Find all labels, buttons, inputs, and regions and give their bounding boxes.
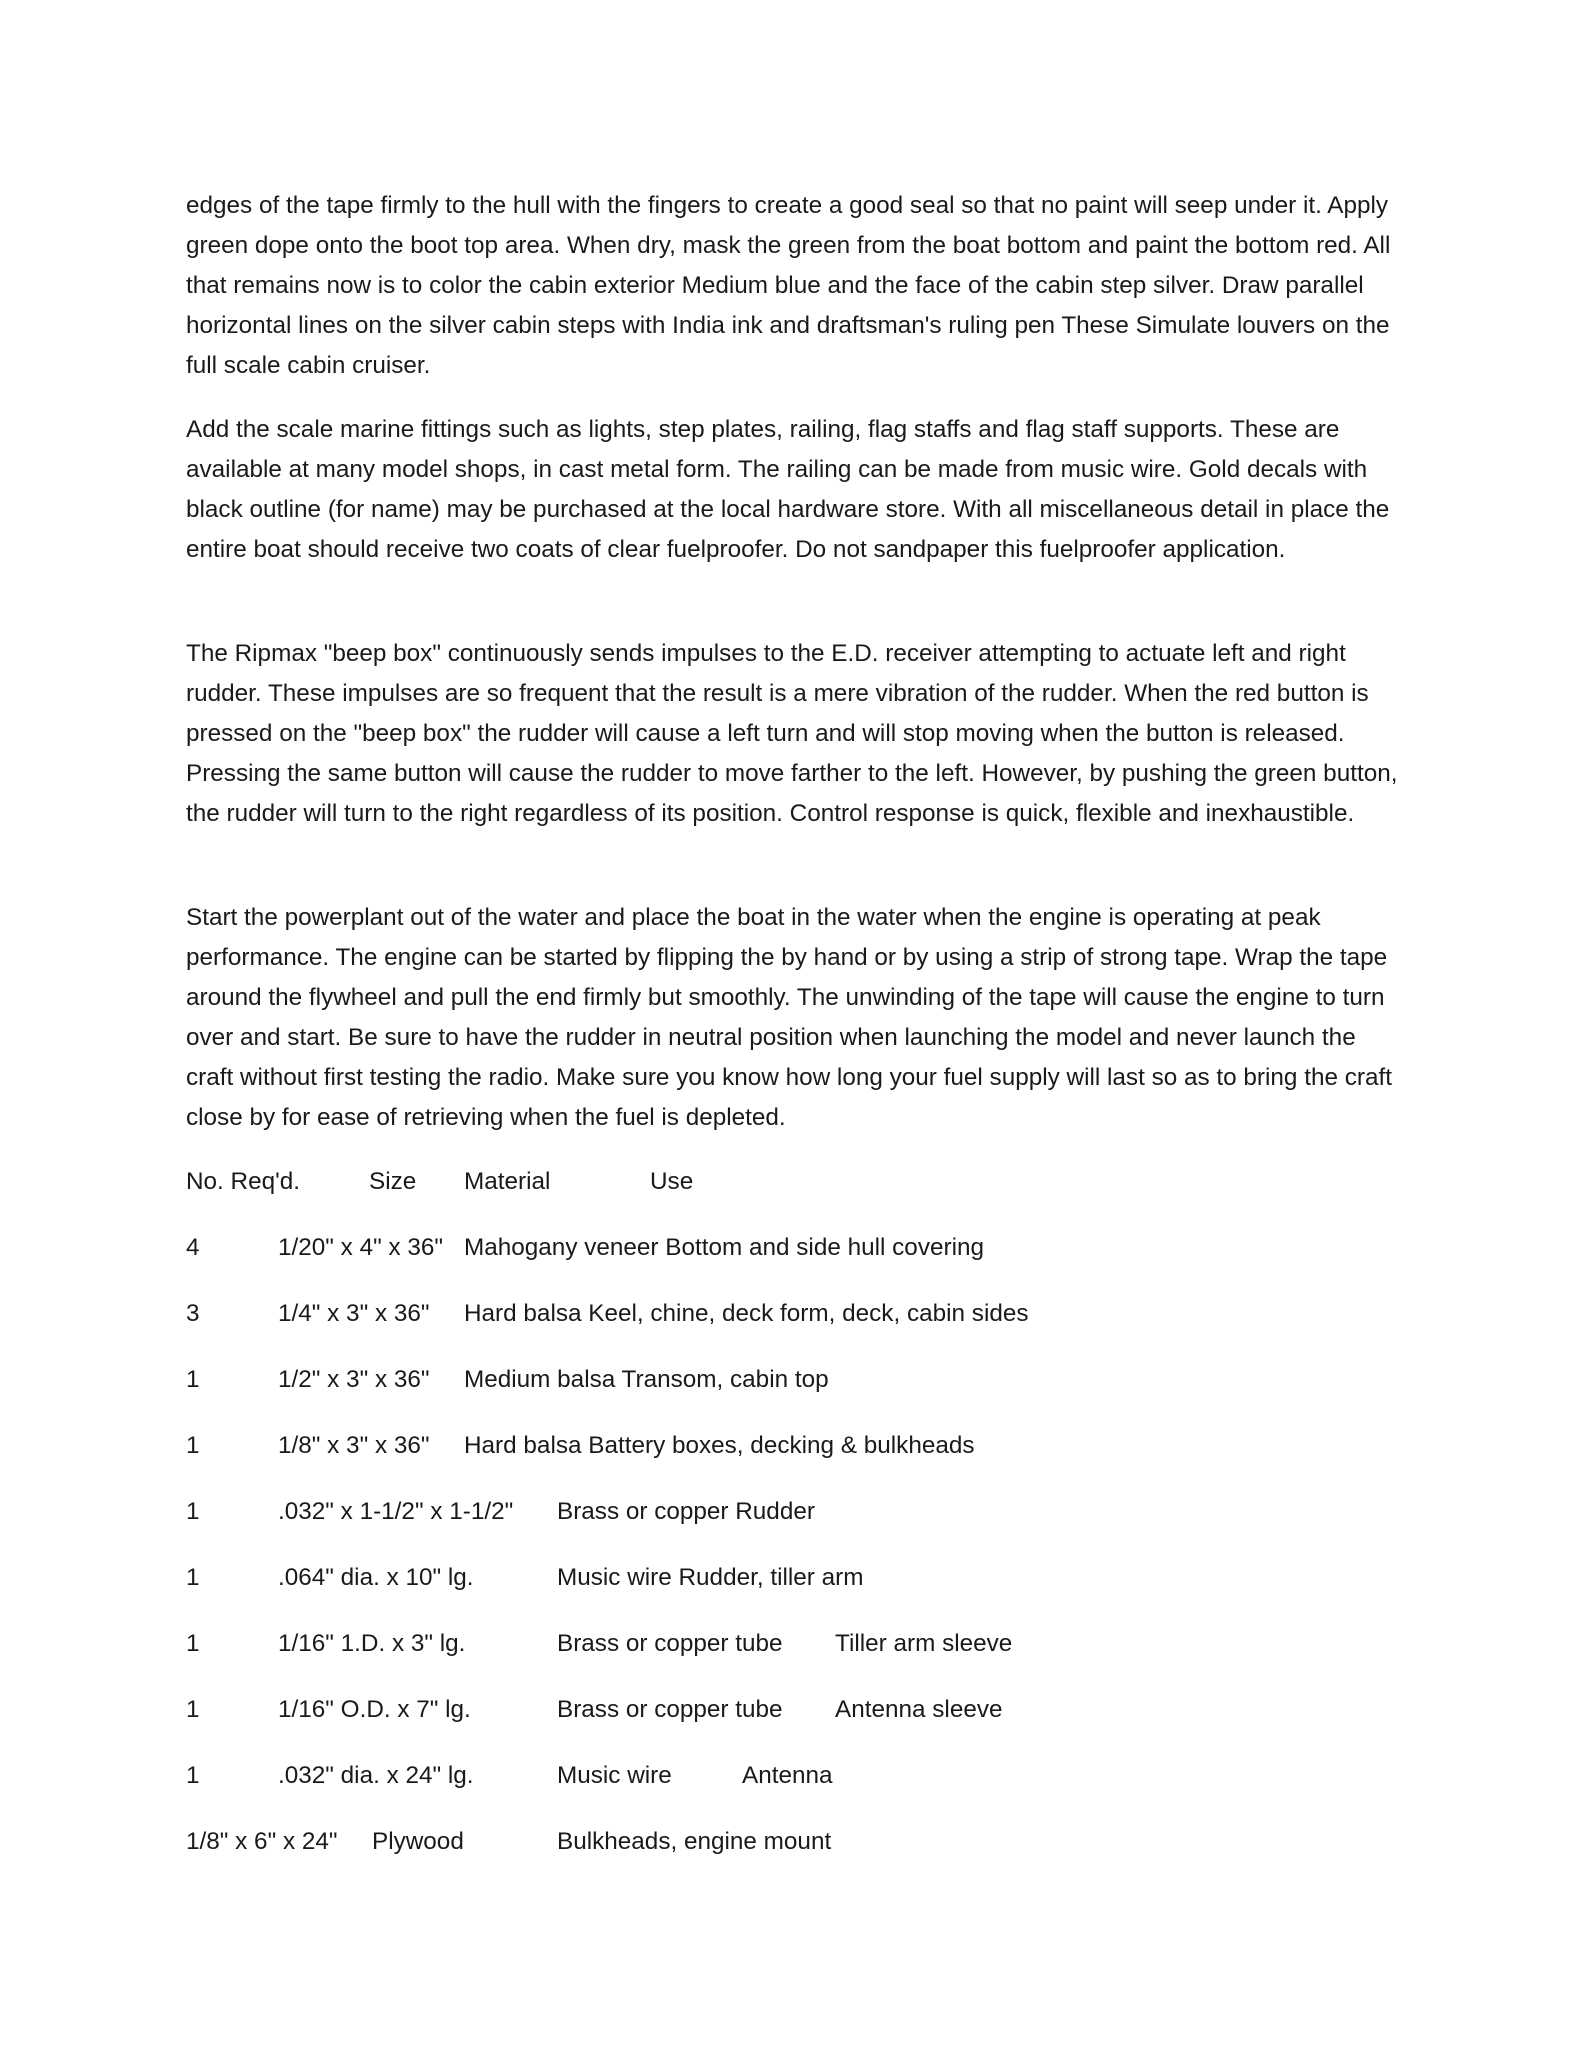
paragraph-beep-box: The Ripmax "beep box" continuously sends impulses to the E.D. receiver attempting to actuate left and right rudder. These impulses are so frequent that the result is a mere vibration of the rudder. When the red button is pressed on the "beep box" the rudder will cause a left turn and will stop moving when the button is released. Pressing the same button will cause the rudder to move farther to the left. However, by pushing the green button, the rudder will turn to the right regardless of its position. Control response is quick, flexible and inexhaustible. bbox=[186, 640, 1398, 827]
row-material: Brass or copper tube bbox=[557, 1696, 783, 1723]
row-size: 1/16" O.D. x 7" lg. bbox=[278, 1696, 471, 1723]
paragraph-fittings: Add the scale marine fittings such as lights, step plates, railing, flag staffs and flag staff supports. These are available at many model shops, in cast metal form. The railing can be made from music wire. Gold decals with black outline (for name) may be purchased at the local hardware store. With all miscellaneous detail in place the entire boat should receive two coats of clear fuelproofer. Do not sandpaper this fuelproofer application. bbox=[186, 416, 1390, 563]
row-qty: 1 bbox=[186, 1564, 200, 1591]
row-use: Tiller arm sleeve bbox=[835, 1630, 1013, 1657]
row-size: 1/2" x 3" x 36" bbox=[278, 1366, 430, 1393]
row-material-use: Mahogany veneer Bottom and side hull covering bbox=[464, 1234, 984, 1261]
header-material: Material bbox=[464, 1168, 551, 1195]
row-size: .064" dia. x 10" lg. bbox=[278, 1564, 474, 1591]
header-size: Size bbox=[369, 1168, 417, 1195]
row-material-use: Music wire Rudder, tiller arm bbox=[557, 1564, 864, 1591]
row-size: 1/4" x 3" x 36" bbox=[278, 1300, 430, 1327]
row-size: 1/8" x 3" x 36" bbox=[278, 1432, 430, 1459]
header-qty: No. Req'd. bbox=[186, 1168, 301, 1195]
row-material: Brass or copper tube bbox=[557, 1630, 783, 1657]
row-use: Bulkheads, engine mount bbox=[557, 1828, 832, 1855]
paragraph-painting: edges of the tape firmly to the hull with the fingers to create a good seal so that no paint will seep under it. Apply green dope onto the boot top area. When dry, mask the green from the boat bottom and paint the bottom red. All that remains now is to color the cabin exterior Medium blue and the face of the cabin step silver. Draw parallel horizontal lines on the silver cabin steps with India ink and draftsman's ruling pen These Simulate louvers on the full scale cabin cruiser. bbox=[186, 192, 1391, 379]
row-qty: 1 bbox=[186, 1762, 200, 1789]
row-material: Music wire bbox=[557, 1762, 672, 1789]
row-material-use: Brass or copper Rudder bbox=[557, 1498, 815, 1525]
row-use: Antenna bbox=[742, 1762, 833, 1789]
row-size: .032" x 1-1/2" x 1-1/2" bbox=[278, 1498, 514, 1525]
paragraph-launch: Start the powerplant out of the water and place the boat in the water when the engine is operating at peak performance. The engine can be started by flipping the by hand or by using a strip of strong tape. Wrap the tape around the flywheel and pull the end firmly but smoothly. The unwinding of the tape will cause the engine to turn over and start. Be sure to have the rudder in neutral position when launching the model and never launch the craft without first testing the radio. Make sure you know how long your fuel supply will last so as to bring the craft close by for ease of retrieving when the fuel is depleted. bbox=[186, 904, 1392, 1131]
row-size: 1/20" x 4" x 36" bbox=[278, 1234, 444, 1261]
row-qty: 4 bbox=[186, 1234, 200, 1261]
row-qty: 1 bbox=[186, 1432, 200, 1459]
row-material-use: Hard balsa Battery boxes, decking & bulkheads bbox=[464, 1432, 975, 1459]
row-qty: 1 bbox=[186, 1630, 200, 1657]
row-size: 1/16" 1.D. x 3" lg. bbox=[278, 1630, 466, 1657]
row-size: 1/8" x 6" x 24" bbox=[186, 1828, 338, 1855]
row-qty: 1 bbox=[186, 1498, 200, 1525]
row-material-use: Hard balsa Keel, chine, deck form, deck, cabin sides bbox=[464, 1300, 1029, 1327]
row-use: Antenna sleeve bbox=[835, 1696, 1003, 1723]
row-material: Plywood bbox=[372, 1828, 464, 1855]
row-qty: 1 bbox=[186, 1696, 200, 1723]
row-qty: 3 bbox=[186, 1300, 200, 1327]
row-qty: 1 bbox=[186, 1366, 200, 1393]
header-use: Use bbox=[650, 1168, 694, 1195]
row-size: .032" dia. x 24" lg. bbox=[278, 1762, 474, 1789]
row-material-use: Medium balsa Transom, cabin top bbox=[464, 1366, 829, 1393]
